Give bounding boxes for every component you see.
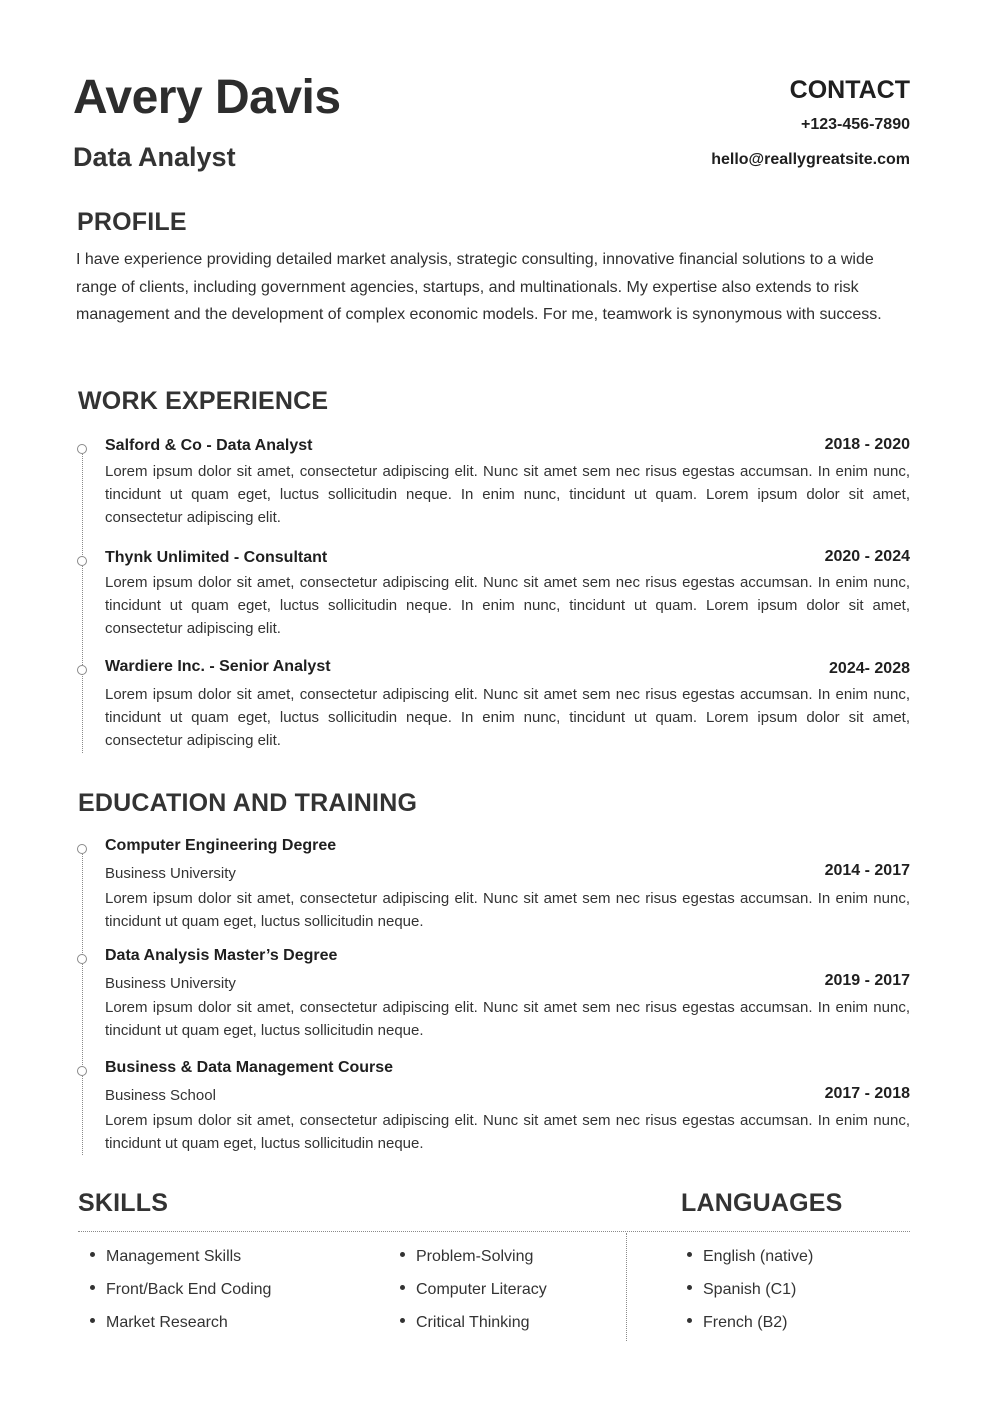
- timeline-dot: [77, 1066, 87, 1076]
- language-item: English (native): [687, 1248, 813, 1266]
- work-entry-dates: 2018 - 2020: [824, 436, 910, 453]
- work-experience-heading: WORK EXPERIENCE: [78, 387, 329, 415]
- contact-heading: CONTACT: [789, 76, 910, 104]
- education-entry-dates: 2017 - 2018: [824, 1085, 910, 1102]
- contact-phone: +123-456-7890: [801, 116, 910, 133]
- timeline-dot: [77, 954, 87, 964]
- work-entry-description: Lorem ipsum dolor sit amet, consectetur adipiscing elit. Nunc sit amet sem nec risus egestas accumsan. In enim nunc, tincidunt ut quam eget, luctus sollicitudin neque. In enim nunc, tincidunt ut quam. Lorem ipsum dolor sit amet, consectetur adipiscing elit.: [105, 574, 910, 637]
- work-entry-dates: 2024- 2028: [829, 660, 910, 677]
- education-entry-description: Lorem ipsum dolor sit amet, consectetur adipiscing elit. Nunc sit amet sem nec risus egestas accumsan. In enim nunc, tincidunt ut quam eget, luctus sollicitudin neque.: [105, 890, 910, 930]
- profile-text: I have experience providing detailed market analysis, strategic consulting, innovative financial solutions to a wide range of clients, including government agencies, startups, and multinationals. My expertise also extends to risk management and the development of complex economic models. For me, teamwork is synonymous with success.: [76, 251, 882, 323]
- education-entry-description: Lorem ipsum dolor sit amet, consectetur adipiscing elit. Nunc sit amet sem nec risus egestas accumsan. In enim nunc, tincidunt ut quam eget, luctus sollicitudin neque.: [105, 999, 910, 1039]
- education-entry-school: Business School: [105, 1087, 216, 1104]
- candidate-name: Avery Davis: [73, 71, 341, 124]
- section-divider: [78, 1231, 910, 1232]
- timeline-dot: [77, 556, 87, 566]
- job-title: Data Analyst: [73, 142, 236, 172]
- education-entry-description: Lorem ipsum dolor sit amet, consectetur adipiscing elit. Nunc sit amet sem nec risus egestas accumsan. In enim nunc, tincidunt ut quam eget, luctus sollicitudin neque.: [105, 1112, 910, 1152]
- timeline-dot: [77, 444, 87, 454]
- education-entry-school: Business University: [105, 865, 236, 882]
- education-entry-title: Business & Data Management Course: [105, 1059, 394, 1076]
- skill-item: Problem-Solving: [400, 1248, 533, 1266]
- language-item: Spanish (C1): [687, 1281, 796, 1299]
- education-entry-dates: 2014 - 2017: [824, 862, 910, 879]
- education-heading: EDUCATION AND TRAINING: [78, 789, 418, 817]
- education-timeline-line: [82, 849, 83, 1155]
- work-entry-title: Thynk Unlimited - Consultant: [105, 549, 328, 566]
- education-entry-dates: 2019 - 2017: [824, 972, 910, 989]
- timeline-dot: [77, 844, 87, 854]
- work-entry-description: Lorem ipsum dolor sit amet, consectetur adipiscing elit. Nunc sit amet sem nec risus egestas accumsan. In enim nunc, tincidunt ut quam eget, luctus sollicitudin neque. In enim nunc, tincidunt ut quam. Lorem ipsum dolor sit amet, consectetur adipiscing elit.: [105, 686, 910, 749]
- work-timeline-line: [82, 447, 83, 753]
- education-entry-school: Business University: [105, 975, 236, 992]
- timeline-dot: [77, 665, 87, 675]
- skill-item: Management Skills: [90, 1248, 241, 1266]
- work-entry-dates: 2020 - 2024: [824, 548, 910, 565]
- column-divider: [626, 1233, 627, 1341]
- skill-item: Front/Back End Coding: [90, 1281, 271, 1299]
- contact-email: hello@reallygreatsite.com: [711, 151, 910, 168]
- languages-heading: LANGUAGES: [681, 1189, 843, 1217]
- profile-heading: PROFILE: [77, 208, 187, 236]
- education-entry-title: Computer Engineering Degree: [105, 837, 337, 854]
- language-item: French (B2): [687, 1314, 787, 1332]
- skill-item: Market Research: [90, 1314, 228, 1332]
- education-entry-title: Data Analysis Master’s Degree: [105, 947, 338, 964]
- work-entry-title: Wardiere Inc. - Senior Analyst: [105, 658, 331, 675]
- skill-item: Computer Literacy: [400, 1281, 547, 1299]
- skill-item: Critical Thinking: [400, 1314, 530, 1332]
- work-entry-title: Salford & Co - Data Analyst: [105, 437, 313, 454]
- skills-heading: SKILLS: [78, 1189, 169, 1217]
- work-entry-description: Lorem ipsum dolor sit amet, consectetur adipiscing elit. Nunc sit amet sem nec risus egestas accumsan. In enim nunc, tincidunt ut quam eget, luctus sollicitudin neque. In enim nunc, tincidunt ut quam. Lorem ipsum dolor sit amet, consectetur adipiscing elit.: [105, 463, 910, 526]
